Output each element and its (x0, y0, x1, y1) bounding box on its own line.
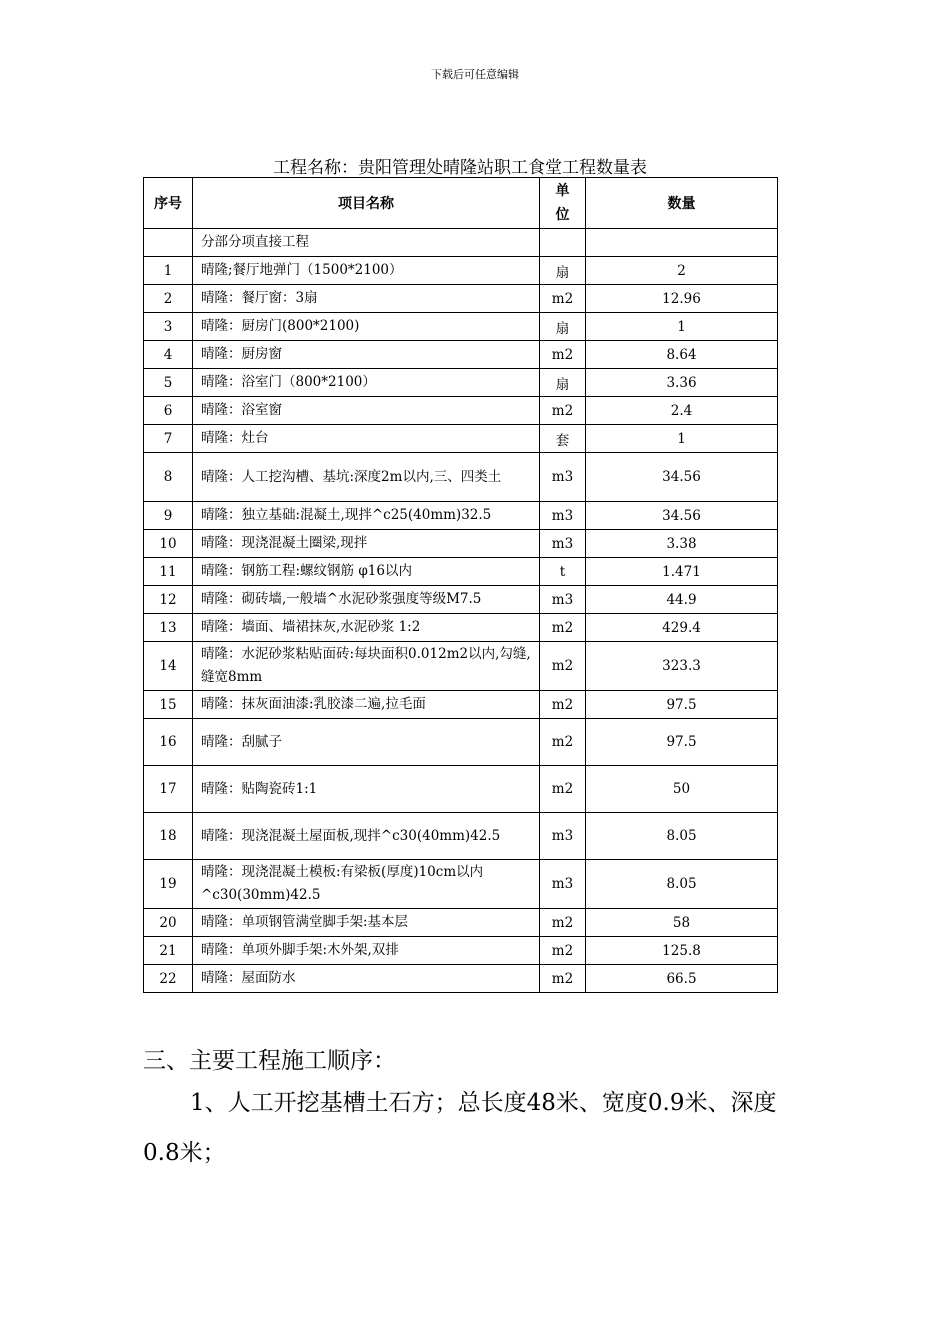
row-qty: 8.05 (586, 860, 778, 909)
row-qty: 429.4 (586, 614, 778, 642)
row-no: 1 (144, 257, 193, 285)
row-name: 晴隆：厨房门(800*2100) (193, 313, 540, 341)
row-no: 3 (144, 313, 193, 341)
row-unit: m2 (540, 614, 586, 642)
row-no: 8 (144, 453, 193, 502)
table-row (144, 369, 778, 397)
row-qty: 12.96 (586, 285, 778, 313)
table-row (144, 813, 778, 860)
row-no: 20 (144, 909, 193, 937)
row-qty: 2.4 (586, 397, 778, 425)
page-note: 下载后可任意编辑 (431, 68, 519, 81)
row-no: 5 (144, 369, 193, 397)
row-unit: m2 (540, 341, 586, 369)
paragraph-line-1: 1、人工开挖基槽土石方；总长度48米、宽度0.9米、深度 (190, 1090, 777, 1116)
row-no: 4 (144, 341, 193, 369)
table-row (144, 313, 778, 341)
row-name: 晴隆：单项外脚手架:木外架,双排 (193, 937, 540, 965)
table-row (144, 341, 778, 369)
table-row (144, 860, 778, 909)
table-row (144, 586, 778, 614)
table-row (144, 453, 778, 502)
col-header-unit (540, 178, 586, 229)
table-row (144, 909, 778, 937)
row-name: 晴隆：现浇混凝土模板:有梁板(厚度)10cm以内^c30(30mm)42.5 (193, 860, 540, 909)
section-row-qty (586, 229, 778, 257)
row-no: 7 (144, 425, 193, 453)
row-no: 11 (144, 558, 193, 586)
row-qty: 3.36 (586, 369, 778, 397)
table-row (144, 719, 778, 766)
col-header-qty: 数量 (586, 178, 778, 229)
row-unit: m3 (540, 453, 586, 502)
table-header-row (144, 178, 778, 229)
row-unit: m2 (540, 642, 586, 691)
row-no: 22 (144, 965, 193, 993)
row-unit: m3 (540, 530, 586, 558)
row-unit: m3 (540, 813, 586, 860)
row-qty: 97.5 (586, 691, 778, 719)
row-name: 晴隆：灶台 (193, 425, 540, 453)
row-qty: 50 (586, 766, 778, 813)
row-no: 12 (144, 586, 193, 614)
table-row (144, 425, 778, 453)
row-unit: 套 (540, 425, 586, 453)
table-row (144, 502, 778, 530)
row-qty: 44.9 (586, 586, 778, 614)
row-no: 13 (144, 614, 193, 642)
row-unit: m3 (540, 502, 586, 530)
table-row (144, 642, 778, 691)
row-name: 晴隆：浴室窗 (193, 397, 540, 425)
table-row (144, 614, 778, 642)
row-unit: m2 (540, 397, 586, 425)
table-row (144, 285, 778, 313)
row-no: 17 (144, 766, 193, 813)
section-row-unit (540, 229, 586, 257)
section-row-no (144, 229, 193, 257)
row-qty: 8.05 (586, 813, 778, 860)
col-header-unit-line1: 单 (555, 183, 570, 199)
row-qty: 125.8 (586, 937, 778, 965)
row-no: 9 (144, 502, 193, 530)
row-qty: 3.38 (586, 530, 778, 558)
row-name: 晴隆：餐厅窗：3扇 (193, 285, 540, 313)
row-qty: 2 (586, 257, 778, 285)
row-name: 晴隆：现浇混凝土圈梁,现拌 (193, 530, 540, 558)
quantity-table (143, 177, 778, 993)
row-unit: m3 (540, 586, 586, 614)
row-no: 16 (144, 719, 193, 766)
row-unit: t (540, 558, 586, 586)
row-unit: m2 (540, 719, 586, 766)
table-row (144, 691, 778, 719)
table-row (144, 558, 778, 586)
row-no: 6 (144, 397, 193, 425)
table-row (144, 530, 778, 558)
row-no: 19 (144, 860, 193, 909)
row-qty: 97.5 (586, 719, 778, 766)
row-no: 2 (144, 285, 193, 313)
row-name: 晴隆：墙面、墙裙抹灰,水泥砂浆 1:2 (193, 614, 540, 642)
row-unit: m2 (540, 937, 586, 965)
row-no: 18 (144, 813, 193, 860)
row-name: 晴隆：贴陶瓷砖1:1 (193, 766, 540, 813)
table-row (144, 766, 778, 813)
row-name: 晴隆：现浇混凝土屋面板,现拌^c30(40mm)42.5 (193, 813, 540, 860)
row-unit: m2 (540, 691, 586, 719)
row-qty: 34.56 (586, 453, 778, 502)
row-name: 晴隆：刮腻子 (193, 719, 540, 766)
section-heading: 三、主要工程施工顺序： (143, 1048, 396, 1074)
row-no: 10 (144, 530, 193, 558)
row-name: 晴隆;餐厅地弹门（1500*2100） (193, 257, 540, 285)
row-qty: 323.3 (586, 642, 778, 691)
table-row (144, 937, 778, 965)
row-name: 晴隆：水泥砂浆粘贴面砖:每块面积0.012m2以内,勾缝,缝宽8mm (193, 642, 540, 691)
section-row (144, 229, 778, 257)
row-unit: 扇 (540, 313, 586, 341)
row-name: 晴隆：钢筋工程:螺纹钢筋 φ16以内 (193, 558, 540, 586)
col-header-name: 项目名称 (193, 178, 540, 229)
row-no: 21 (144, 937, 193, 965)
row-qty: 1.471 (586, 558, 778, 586)
row-qty: 66.5 (586, 965, 778, 993)
row-qty: 1 (586, 425, 778, 453)
row-name: 晴隆：浴室门（800*2100） (193, 369, 540, 397)
table-title: 工程名称：贵阳管理处晴隆站职工食堂工程数量表 (273, 158, 647, 178)
table-row (144, 257, 778, 285)
row-name: 晴隆：独立基础:混凝土,现拌^c25(40mm)32.5 (193, 502, 540, 530)
col-header-unit-line2: 位 (555, 207, 570, 223)
row-unit: m2 (540, 285, 586, 313)
table-row (144, 397, 778, 425)
row-qty: 34.56 (586, 502, 778, 530)
row-unit: 扇 (540, 369, 586, 397)
row-name: 晴隆：屋面防水 (193, 965, 540, 993)
row-unit: m2 (540, 909, 586, 937)
paragraph-line-2: 0.8米； (143, 1140, 226, 1166)
section-row-label: 分部分项直接工程 (193, 229, 540, 257)
row-unit: m2 (540, 766, 586, 813)
col-header-no: 序号 (144, 178, 193, 229)
row-name: 晴隆：人工挖沟槽、基坑:深度2m以内,三、四类土 (193, 453, 540, 502)
row-qty: 8.64 (586, 341, 778, 369)
row-name: 晴隆：砌砖墙,一般墙^水泥砂浆强度等级M7.5 (193, 586, 540, 614)
row-no: 14 (144, 642, 193, 691)
table-row (144, 965, 778, 993)
row-no: 15 (144, 691, 193, 719)
row-qty: 58 (586, 909, 778, 937)
row-qty: 1 (586, 313, 778, 341)
row-unit: m2 (540, 965, 586, 993)
row-name: 晴隆：单项钢管满堂脚手架:基本层 (193, 909, 540, 937)
row-unit: m3 (540, 860, 586, 909)
row-unit: 扇 (540, 257, 586, 285)
row-name: 晴隆：厨房窗 (193, 341, 540, 369)
row-name: 晴隆：抹灰面油漆:乳胶漆二遍,拉毛面 (193, 691, 540, 719)
